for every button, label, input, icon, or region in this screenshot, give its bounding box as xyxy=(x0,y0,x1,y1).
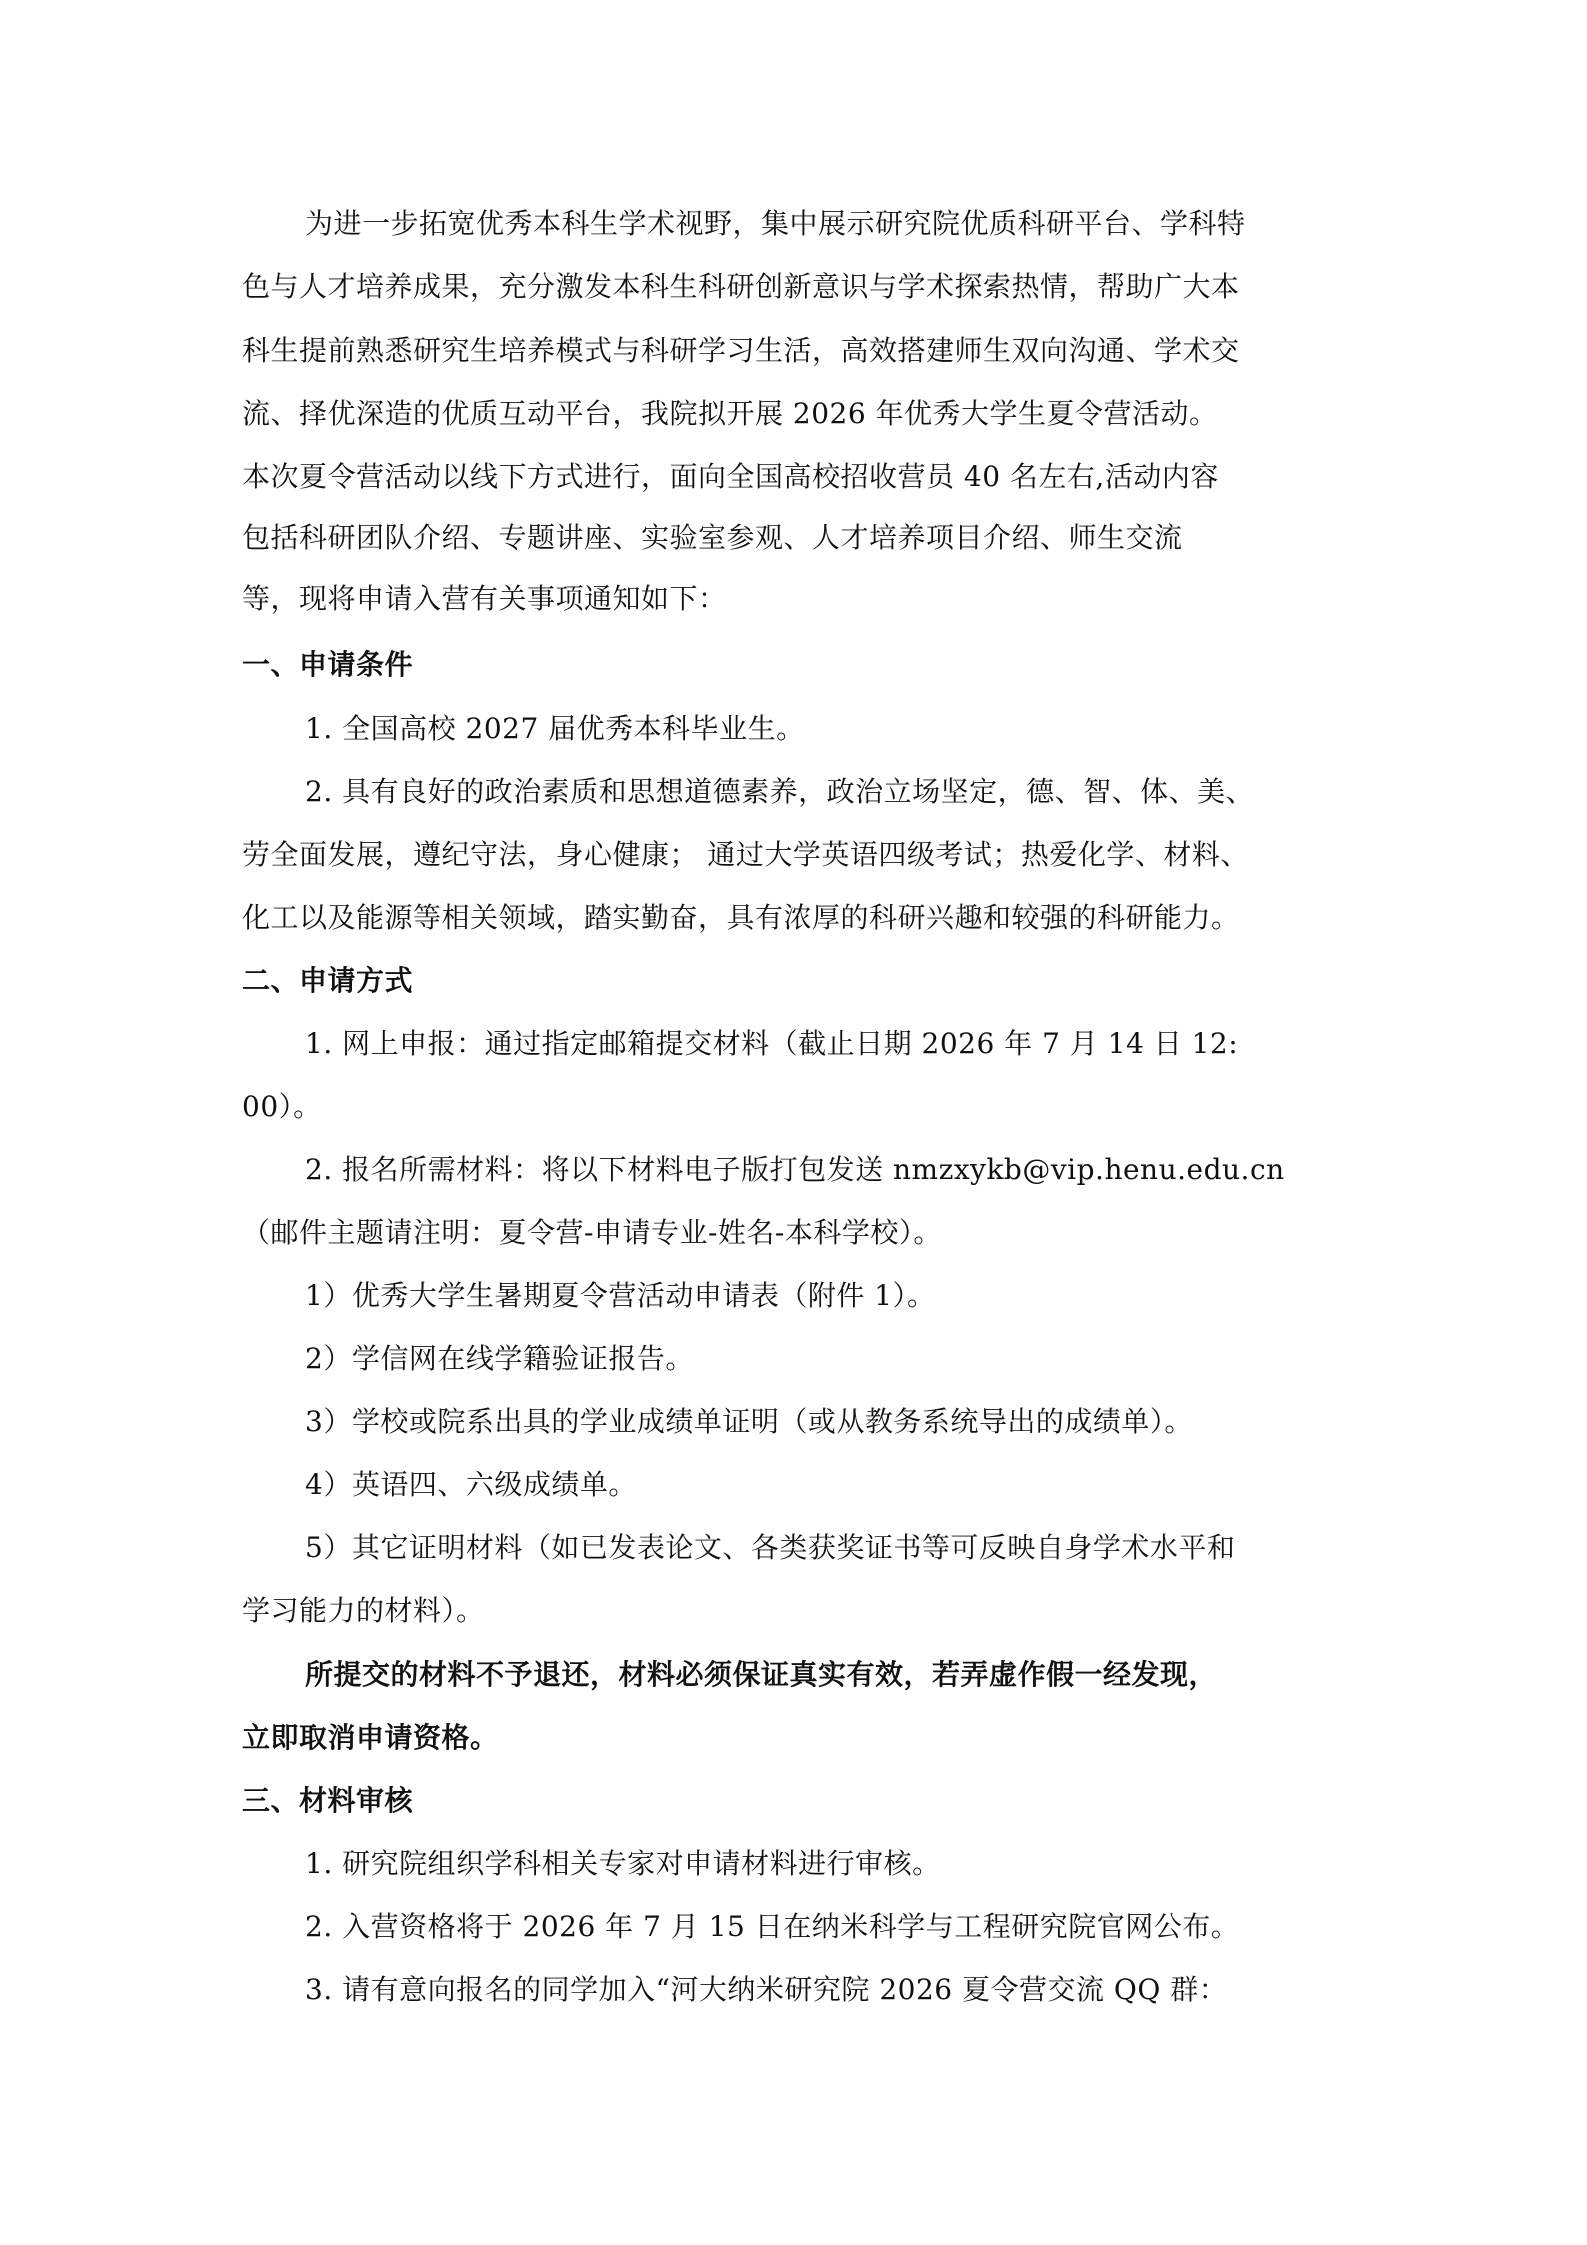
application-item-2-line-2: （邮件主题请注明：夏令营-申请专业-姓名-本科学校）。 xyxy=(242,1216,942,1249)
intro-line-4: 流、择优深造的优质互动平台，我院拟开展 2026 年优秀大学生夏令营活动。 xyxy=(242,397,1218,430)
condition-item-2-line-3: 化工以及能源等相关领域，踏实勤奋，具有浓厚的科研兴趣和较强的科研能力。 xyxy=(242,901,1240,934)
section-heading-application: 二、申请方式 xyxy=(242,964,414,997)
intro-line-6: 包括科研团队介绍、专题讲座、实验室参观、人才培养项目介绍、师生交流 xyxy=(242,521,1183,554)
intro-line-5: 本次夏令营活动以线下方式进行，面向全国高校招收营员 40 名左右,活动内容 xyxy=(242,460,1219,493)
condition-item-1: 1. 全国高校 2027 届优秀本科毕业生。 xyxy=(305,712,805,745)
condition-item-2-line-2: 劳全面发展，遵纪守法，身心健康； 通过大学英语四级考试；热爱化学、材料、 xyxy=(242,838,1249,871)
intro-line-3: 科生提前熟悉研究生培养模式与科研学习生活，高效搭建师生双向沟通、学术交 xyxy=(242,334,1240,367)
section-heading-review: 三、材料审核 xyxy=(242,1784,414,1817)
application-item-1-line-2: 00）。 xyxy=(242,1090,322,1123)
material-item-4: 4）英语四、六级成绩单。 xyxy=(305,1468,637,1501)
application-item-2-line-1: 2. 报名所需材料：将以下材料电子版打包发送 nmzxykb@vip.henu.edu.cn xyxy=(305,1153,1285,1186)
section-heading-conditions: 一、申请条件 xyxy=(242,648,414,681)
intro-line-2: 色与人才培养成果，充分激发本科生科研创新意识与学术探索热情，帮助广大本 xyxy=(242,270,1240,303)
condition-item-2-line-1: 2. 具有良好的政治素质和思想道德素养，政治立场坚定，德、智、体、美、 xyxy=(305,775,1255,808)
application-item-1-line-1: 1. 网上申报：通过指定邮箱提交材料（截止日期 2026 年 7 月 14 日 12: xyxy=(305,1027,1239,1060)
material-item-3: 3）学校或院系出具的学业成绩单证明（或从教务系统导出的成绩单）。 xyxy=(305,1405,1193,1438)
material-item-1: 1）优秀大学生暑期夏令营活动申请表（附件 1）。 xyxy=(305,1279,936,1312)
review-item-1: 1. 研究院组织学科相关专家对申请材料进行审核。 xyxy=(305,1847,941,1880)
review-item-3: 3. 请有意向报名的同学加入“河大纳米研究院 2026 夏令营交流 QQ 群： xyxy=(305,1973,1228,2006)
material-item-5-line-2: 学习能力的材料）。 xyxy=(242,1594,485,1627)
materials-notice-line-2: 立即取消申请资格。 xyxy=(242,1721,499,1754)
material-item-2: 2）学信网在线学籍验证报告。 xyxy=(305,1342,694,1375)
materials-notice-line-1: 所提交的材料不予退还，材料必须保证真实有效，若弄虚作假一经发现， xyxy=(305,1658,1218,1691)
intro-line-7: 等，现将申请入营有关事项通知如下： xyxy=(242,582,727,615)
material-item-5-line-1: 5）其它证明材料（如已发表论文、各类获奖证书等可反映自身学术水平和 xyxy=(305,1531,1236,1564)
intro-line-1: 为进一步拓宽优秀本科生学术视野，集中展示研究院优质科研平台、学科特 xyxy=(305,207,1246,240)
review-item-2: 2. 入营资格将于 2026 年 7 月 15 日在纳米科学与工程研究院官网公布。 xyxy=(305,1910,1240,1943)
